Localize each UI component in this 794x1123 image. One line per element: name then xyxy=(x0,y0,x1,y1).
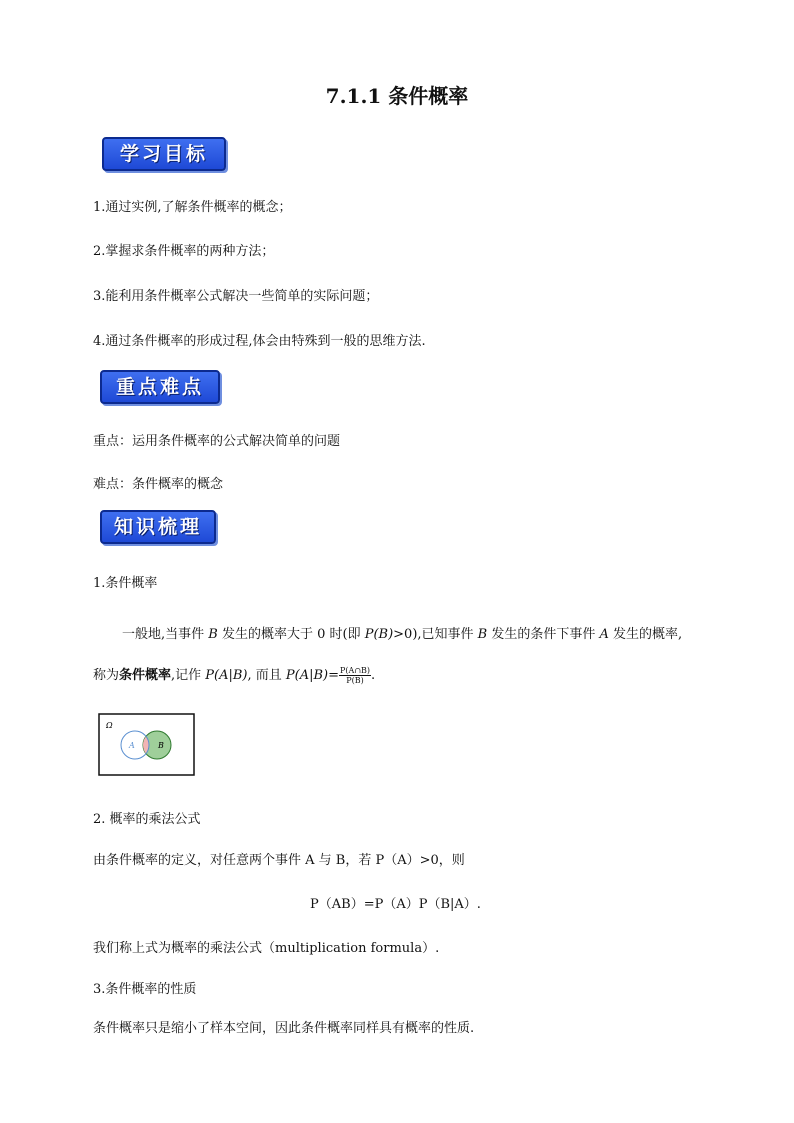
prob-b: P(B) xyxy=(364,627,394,642)
section3-heading: 3.条件概率的性质 xyxy=(93,982,197,997)
notation-p-a-given-b: P(A|B) xyxy=(205,668,248,683)
fraction-denominator: P(B) xyxy=(346,676,364,685)
objective-1: 1.通过实例,了解条件概率的概念； xyxy=(93,200,292,215)
fraction-numerator: P(A∩B) xyxy=(340,666,371,675)
text-span: ,记作 xyxy=(171,668,206,683)
text-span: >0),已知事件 xyxy=(393,627,478,642)
difficulty-point: 难点：条件概率的概念 xyxy=(93,477,224,492)
knowledge-banner: 知识梳理 xyxy=(100,510,216,544)
text-span: . xyxy=(371,668,376,683)
section2-paragraph-2: 我们称上式为概率的乘法公式（multiplication formula）. xyxy=(93,941,440,956)
text-span: 称为 xyxy=(93,668,120,683)
text-span: 发生的概率, xyxy=(608,627,683,642)
section1-heading: 1.条件概率 xyxy=(93,576,158,591)
key-points-banner: 重点难点 xyxy=(100,370,220,404)
objectives-banner: 学习目标 xyxy=(102,137,226,171)
objective-4: 4.通过条件概率的形成过程,体会由特殊到一般的思维方法. xyxy=(93,334,426,349)
event-b: B xyxy=(208,627,218,642)
text-span: 发生的概率大于 0 时(即 xyxy=(217,627,365,642)
label-a: A xyxy=(129,741,135,750)
focus-point: 重点：运用条件概率的公式解决简单的问题 xyxy=(93,434,341,449)
notation-p-a-given-b: P(A|B) xyxy=(285,668,329,683)
event-a: A xyxy=(599,627,609,642)
fraction xyxy=(339,666,371,685)
event-b: B xyxy=(477,627,488,642)
equals-sign: = xyxy=(328,668,340,683)
text-span: , 而且 xyxy=(247,668,286,683)
label-b: B xyxy=(158,741,164,750)
section3-paragraph: 条件概率只是缩小了样本空间，因此条件概率同样具有概率的性质. xyxy=(93,1021,475,1036)
definition-line-1 xyxy=(122,623,682,642)
section2-paragraph-1: 由条件概率的定义，对任意两个事件 A 与 B，若 P（A）>0，则 xyxy=(93,853,465,868)
text-span: 发生的条件下事件 xyxy=(487,627,600,642)
venn-diagram xyxy=(98,713,195,776)
objective-2: 2.掌握求条件概率的两种方法； xyxy=(93,244,275,259)
definition-line-2 xyxy=(93,664,375,685)
text-span: 一般地,当事件 xyxy=(122,627,209,642)
section2-heading: 2. 概率的乘法公式 xyxy=(93,812,201,827)
term-conditional-probability: 条件概率 xyxy=(119,668,172,683)
multiplication-formula: P（AB）=P（A）P（B|A）. xyxy=(310,897,481,912)
omega-label: Ω xyxy=(106,721,113,730)
objective-3: 3.能利用条件概率公式解决一些简单的实际问题； xyxy=(93,289,379,304)
page-title: 7.1.1 条件概率 xyxy=(325,84,469,108)
